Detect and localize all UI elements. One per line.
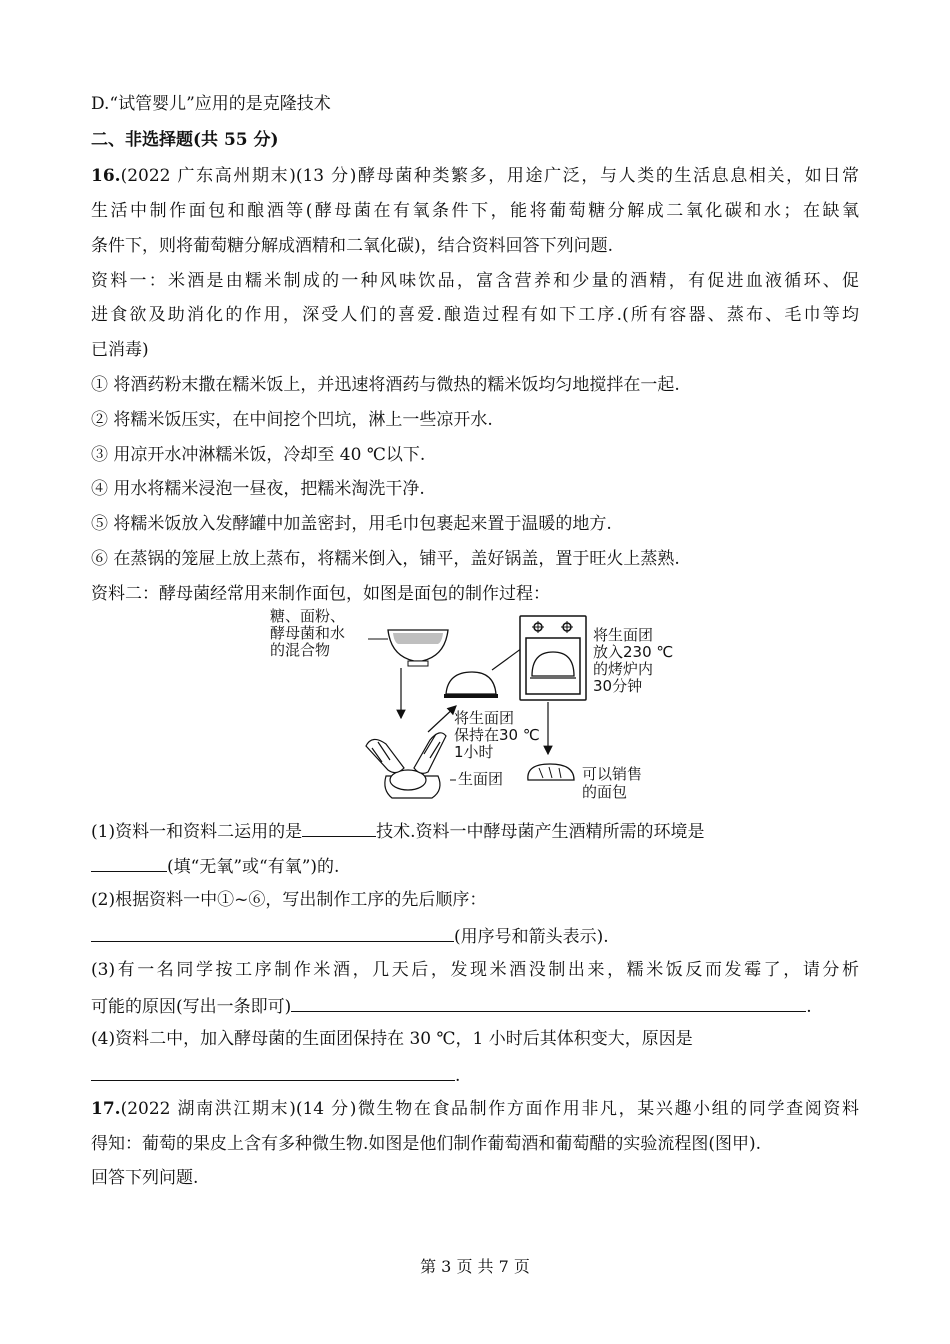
dough-icon xyxy=(444,672,498,698)
q16-intro: (2022 广东高州期末)(13 分)酵母菌种类繁多，用途广泛，与人类的生活息息相关，如日常 xyxy=(120,166,859,186)
q16-sub-3-period: . xyxy=(806,997,812,1017)
step-3: ③ 用凉开水冲淋糯米饭，冷却至 40 ℃以下. xyxy=(91,445,426,465)
bread-process-figure xyxy=(260,607,674,808)
answer-blank-4[interactable] xyxy=(291,993,806,1012)
step-1: ① 将酒药粉末撒在糯米饭上，并迅速将酒药与微热的糯米饭均匀地搅拌在一起. xyxy=(91,375,680,395)
answer-blank-1[interactable] xyxy=(302,818,376,837)
material-1-line-2: 进食欲及助消化的作用，深受人们的喜爱.酿造过程有如下工序.(所有容器、蒸布、毛巾等均 xyxy=(91,305,859,325)
q16-sub-2-text: (用序号和箭头表示). xyxy=(454,927,609,947)
q16-line-3: 条件下，则将葡萄糖分解成酒精和二氧化碳)，结合资料回答下列问题. xyxy=(91,236,614,256)
material-1-line-1: 资料一：米酒是由糯米制成的一种风味饮品，富含营养和少量的酒精，有促进血液循环、促 xyxy=(91,271,859,291)
oven-icon xyxy=(520,616,586,700)
oven-label-3: 的烤炉内 xyxy=(593,660,654,678)
mix-label-1: 糖、面粉、 xyxy=(270,607,346,625)
mixing-bowl-icon xyxy=(388,630,448,666)
answer-blank-3[interactable] xyxy=(91,923,454,942)
step-6: ⑥ 在蒸锅的笼屉上放上蒸布，将糯米倒入，铺平，盖好锅盖，置于旺火上蒸熟. xyxy=(91,549,680,569)
oven-label-4: 30分钟 xyxy=(593,677,643,695)
q17-intro: (2022 湖南洪江期末)(14 分)微生物在食品制作方面作用非凡，某兴趣小组的同学查阅资料 xyxy=(120,1099,859,1119)
answer-blank-2[interactable] xyxy=(91,853,167,872)
bread-icon xyxy=(528,764,574,780)
section-heading: 二、非选择题(共 55 分) xyxy=(91,130,279,150)
q16-sub-1-line-1 xyxy=(91,818,705,844)
step-2: ② 将糯米饭压实，在中间挖个凹坑，淋上一些凉开水. xyxy=(91,410,493,430)
option-d: D.“试管婴儿”应用的是克隆技术 xyxy=(91,94,331,114)
sale-label-1: 可以销售 xyxy=(582,765,643,783)
oven-label-1: 将生面团 xyxy=(593,626,654,644)
mix-label-3: 的混合物 xyxy=(270,641,331,659)
q16-sub-4-line-1: (4)资料二中，加入酵母菌的生面团保持在 30 ℃，1 小时后其体积变大，原因是 xyxy=(91,1029,693,1049)
keep-label-3: 1小时 xyxy=(454,743,494,761)
q16-sub-2-line-2 xyxy=(91,923,609,949)
q16-line-1 xyxy=(91,164,859,188)
oven-label-2: 放入230 ℃ xyxy=(593,643,674,661)
kneading-hands-icon xyxy=(366,733,446,798)
q16-sub-1-line-2 xyxy=(91,853,339,879)
material-1-line-3: 已消毒) xyxy=(91,340,149,360)
q17-line-1 xyxy=(91,1097,859,1121)
q16-sub-1-text-c: (填“无氧”或“有氧”)的. xyxy=(167,857,340,877)
keep-label-2: 保持在30 ℃ xyxy=(454,726,540,744)
q16-sub-2-line-1: (2)根据资料一中①~⑥，写出制作工序的先后顺序： xyxy=(91,890,487,910)
raw-dough-label: 生面团 xyxy=(458,770,504,788)
q16-sub-4-period: . xyxy=(455,1066,461,1086)
step-5: ⑤ 将糯米饭放入发酵罐中加盖密封，用毛巾包裹起来置于温暖的地方. xyxy=(91,514,612,534)
q17-line-3: 回答下列问题. xyxy=(91,1168,199,1188)
q16-number: 16. xyxy=(91,166,121,186)
page-footer: 第 3 页 共 7 页 xyxy=(420,1257,530,1276)
material-2-intro: 资料二：酵母菌经常用来制作面包，如图是面包的制作过程： xyxy=(91,584,550,604)
mix-label-2: 酵母菌和水 xyxy=(270,624,346,642)
q16-sub-1-text-b: 技术.资料一中酵母菌产生酒精所需的环境是 xyxy=(376,822,705,842)
q17-line-2: 得知：葡萄的果皮上含有多种微生物.如图是他们制作葡萄酒和葡萄醋的实验流程图(图甲). xyxy=(91,1134,762,1154)
sale-label-2: 的面包 xyxy=(582,783,628,801)
step-4: ④ 用水将糯米浸泡一昼夜，把糯米淘洗干净. xyxy=(91,479,425,499)
q16-sub-3-text: 可能的原因(写出一条即可) xyxy=(91,997,292,1017)
q17-number: 17. xyxy=(91,1099,121,1119)
q16-sub-1-text-a: (1)资料一和资料二运用的是 xyxy=(91,822,303,842)
q16-line-2: 生活中制作面包和酿酒等(酵母菌在有氧条件下，能将葡萄糖分解成二氧化碳和水；在缺氧 xyxy=(91,201,859,221)
q16-sub-3-line-2 xyxy=(91,993,812,1019)
answer-blank-5[interactable] xyxy=(91,1062,455,1081)
q16-sub-4-line-2 xyxy=(91,1062,460,1088)
q16-sub-3-line-1: (3)有一名同学按工序制作米酒，几天后，发现米酒没制出来，糯米饭反而发霉了，请分析 xyxy=(91,960,859,980)
keep-label-1: 将生面团 xyxy=(454,709,515,727)
